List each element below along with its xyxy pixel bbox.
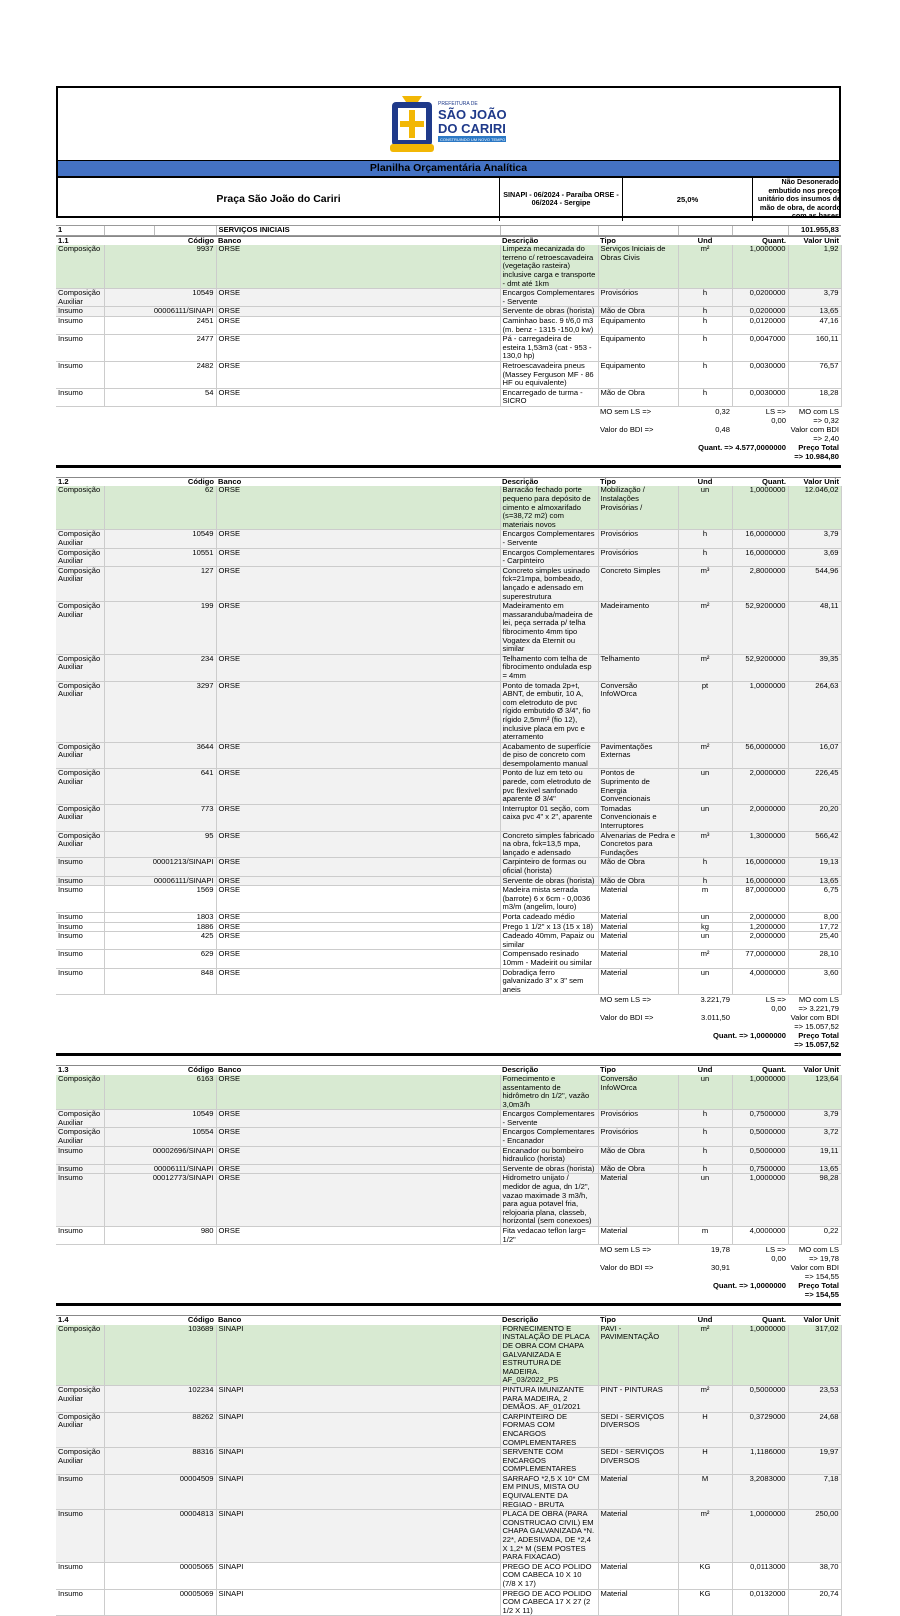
project-info: [56, 178, 841, 218]
table-row: Composição 9937 ORSE Limpeza mecanizada do terreno c/ retroescavadeira (vegetação rasteira) inclusive carga e transporte - dmt até 1km Serviços Iniciais de Obras Civis m² 1,0000000 1,92: [56, 245, 841, 288]
item-header-row: 1.2 Código Banco Descrição Tipo Und Quant. Valor Unit: [58, 477, 839, 486]
budget-sheet: [56, 86, 841, 1616]
table-row: Insumo 848 ORSE Dobradiça ferro galvanizado 3" x 3" sem aneis Material un 4,0000000 3,60: [56, 968, 841, 995]
table-row: Composição Auxiliar 88316 SINAPI SERVENTE COM ENCARGOS COMPLEMENTARES SEDI - SERVIÇOS DIVERSOS H 1,1186000 19,97: [56, 1448, 841, 1475]
table-row: Insumo 00006111/SINAPI ORSE Servente de obras (horista) Mão de Obra h 0,0200000 13,65: [56, 307, 841, 317]
item-header-row: 1.3 Código Banco Descrição Tipo Und Quant. Valor Unit: [58, 1065, 839, 1075]
table-row: Insumo 00002696/SINAPI ORSE Encanador ou bombeiro hidraulico (horista) Mão de Obra h 0,5000000 19,11: [56, 1146, 841, 1164]
table-row: Insumo 980 ORSE Fita vedacao teflon larg= 1/2" Material m 4,0000000 0,22: [56, 1227, 841, 1245]
table-row: Composição 62 ORSE Barracão fechado porte pequeno para depósito de cimento e almoxarifado (s=38,72 m2) com materiais novos Mobilização / Instalações Provisórias / un 1,0000000 12.046,02: [56, 486, 841, 529]
table-row: Composição Auxiliar 10554 ORSE Encargos Complementares - Encanador Provisórios h 0,5000000 3,72: [56, 1128, 841, 1146]
table-row: Composição Auxiliar 641 ORSE Ponto de luz em teto ou parede, com eletroduto de pvc flexível sanfonado aparente Ø 3/4" Pontos de Suprimento de Energia Convencionais un 2,0000000 226,45: [56, 769, 841, 804]
table-row: Composição Auxiliar 3644 ORSE Acabamento de superfície de piso de concreto com desempolamento manual Pavimentações Externas m² 56,0000000 16,07: [56, 742, 841, 769]
table-row: Composição Auxiliar 199 ORSE Madeiramento em massaranduba/madeira de lei, peça serrada p/ telha fibrocimento 4mm tipo Vogatex da Eternit ou similar Madeiramento m² 52,9200000 48,11: [56, 602, 841, 655]
table-row: Insumo 00006111/SINAPI ORSE Servente de obras (horista) Mão de Obra h 0,7500000 13,65: [56, 1164, 841, 1174]
table-row: Insumo 2477 ORSE Pá - carregadeira de esteira 1,53m3 (cat - 953 - 130,0 hp) Equipamento h 0,0047000 160,11: [56, 335, 841, 362]
table-row: Insumo 00005069 SINAPI PREGO DE ACO POLIDO COM CABECA 17 X 27 (2 1/2 X 11) Material KG 0,0132000 20,74: [56, 1589, 841, 1616]
budget-items: [56, 225, 841, 1616]
item-header-row: 1.1 Código Banco Descrição Tipo Und Quant. Valor Unit: [58, 236, 839, 245]
svg-text:SÃO JOÃO: SÃO JOÃO: [438, 107, 507, 122]
city-logo: [388, 92, 508, 154]
total-row: Quant. => 1,0000000 Preço Total => 15.057,52: [712, 1031, 839, 1050]
table-row: Composição Auxiliar 234 ORSE Telhamento com telha de fibrocimento ondulada esp = 4mm Telhamento m² 52,9200000 39,35: [56, 654, 841, 681]
table-row: Insumo 1569 ORSE Madeira mista serrada (barrote) 6 x 6cm - 0,0036 m3/m (angelim, louro) Material m 87,0000000 6,75: [56, 886, 841, 913]
item-table: [56, 477, 841, 1051]
labor-row: MO sem LS => 3.221,79 LS => 0,00 MO com LS => 3.221,79: [600, 995, 839, 1014]
bdi-row: Valor do BDI => 3.011,50 Valor com BDI => 15.057,52: [600, 1013, 839, 1032]
table-row: Composição Auxiliar 3297 ORSE Ponto de tomada 2p+t, ABNT, de embutir, 10 A, com eletroduto de pvc rígido embutido Ø 3/4", fio rígido 2,5mm² (fio 12), inclusive placa em pvc e aterramento Conversão InfoWOrca pt 1,0000000 264,63: [56, 681, 841, 742]
table-row: Composição 6163 ORSE Fornecimento e assentamento de hidrômetro dn 1/2", vazão 3,0m3/h Conversão InfoWOrca un 1,0000000 123,64: [56, 1075, 841, 1110]
labor-row: MO sem LS => 19,78 LS => 0,00 MO com LS => 19,78: [600, 1245, 839, 1264]
table-row: Insumo 00005065 SINAPI PREGO DE ACO POLIDO COM CABECA 10 X 10 (7/8 X 17) Material KG 0,0113000 38,70: [56, 1562, 841, 1589]
section-row: 1 SERVIÇOS INICIAIS 101.955,83: [58, 225, 839, 234]
project-name: Praça São João do Cariri: [216, 193, 341, 206]
svg-text:DO CARIRI: DO CARIRI: [438, 121, 506, 136]
price-bases: SINAPI - 06/2024 - Paraíba ORSE - 06/2024 - Sergipe: [499, 178, 622, 221]
table-row: Composição Auxiliar 10549 ORSE Encargos Complementares - Servente Provisórios h 0,7500000 3,79: [56, 1110, 841, 1128]
header-box: [56, 86, 841, 160]
table-row: Insumo 425 ORSE Cadeado 40mm, Papaiz ou similar Material un 2,0000000 25,40: [56, 932, 841, 950]
svg-text:CONSTRUINDO UM NOVO TEMPO: CONSTRUINDO UM NOVO TEMPO: [440, 137, 506, 142]
table-row: Composição Auxiliar 10549 ORSE Encargos Complementares - Servente Provisórios h 0,0200000 3,79: [56, 289, 841, 307]
table-row: Composição Auxiliar 10551 ORSE Encargos Complementares - Carpinteiro Provisórios h 16,0000000 3,69: [56, 548, 841, 566]
table-row: Insumo 00001213/SINAPI ORSE Carpinteiro de formas ou oficial (horista) Mão de Obra h 16,0000000 19,13: [56, 858, 841, 876]
table-row: Insumo 2451 ORSE Caminhao basc. 9 t/6,0 m3 (m. benz - 1315 -150,0 kw) Equipamento h 0,0120000 47,16: [56, 316, 841, 334]
table-row: Insumo 00012773/SINAPI ORSE Hidrometro unijato / medidor de agua, dn 1/2", vazao maximade 3 m3/h, para agua potavel fria, relojoaria plana, classeb, horizontal (sem conexoes) Material un 1,0000000 98,28: [56, 1174, 841, 1227]
table-row: Insumo 00006111/SINAPI ORSE Servente de obras (horista) Mão de Obra h 16,0000000 13,65: [56, 876, 841, 886]
table-row: Composição Auxiliar 127 ORSE Concreto simples usinado fck=21mpa, bombeado, lançado e adensado em superestrutura Concreto Simples m³ 2,8000000 544,96: [56, 566, 841, 601]
table-row: Composição Auxiliar 95 ORSE Concreto simples fabricado na obra, fck=13,5 mpa, lançado e adensado Alvenarias de Pedra e Concretos para Fundações m³ 1,3000000 566,42: [56, 831, 841, 858]
tax-note: Não Desonerado: embutido nos preços unitário dos insumos de mão de obra, de acordo com as bases.: [752, 178, 843, 221]
item-table: [56, 1315, 841, 1616]
table-row: Insumo 629 ORSE Compensado resinado 10mm - Madeirit ou similar Material m² 77,0000000 28,10: [56, 950, 841, 968]
table-row: Composição Auxiliar 88262 SINAPI CARPINTEIRO DE FORMAS COM ENCARGOS COMPLEMENTARES SEDI - SERVIÇOS DIVERSOS H 0,3729000 24,68: [56, 1412, 841, 1447]
sheet-title: Planilha Orçamentária Analítica: [56, 160, 841, 178]
table-row: Insumo 1803 ORSE Porta cadeado médio Material un 2,0000000 8,00: [56, 912, 841, 922]
item-divider: [56, 1053, 841, 1056]
svg-text:PREFEITURA DE: PREFEITURA DE: [438, 101, 478, 107]
total-row: Quant. => 4.577,0000000 Preço Total => 10.984,80: [698, 442, 839, 461]
item-divider: [56, 465, 841, 468]
table-row: Insumo 00004813 SINAPI PLACA DE OBRA (PARA CONSTRUCAO CIVIL) EM CHAPA GALVANIZADA *N. 22*, ADESIVADA, DE *2,4 X 1,2* M (SEM POSTES PARA FIXACAO) Material m² 1,0000000 250,00: [56, 1510, 841, 1563]
table-row: Composição Auxiliar 10549 ORSE Encargos Complementares - Servente Provisórios h 16,0000000 3,79: [56, 530, 841, 548]
table-row: Composição 103689 SINAPI FORNECIMENTO E INSTALAÇÃO DE PLACA DE OBRA COM CHAPA GALVANIZADA E ESTRUTURA DE MADEIRA. AF_03/2022_PS PAVI - PAVIMENTAÇÃO m² 1,0000000 317,02: [56, 1325, 841, 1386]
table-row: Insumo 00004509 SINAPI SARRAFO *2,5 X 10* CM EM PINUS, MISTA OU EQUIVALENTE DA REGIAO - BRUTA Material M 3,2083000 7,18: [56, 1474, 841, 1509]
total-row: Quant. => 1,0000000 Preço Total => 154,55: [712, 1281, 839, 1300]
item-header-row: 1.4 Código Banco Descrição Tipo Und Quant. Valor Unit: [58, 1315, 839, 1325]
bdi-row: Valor do BDI => 0,48 Valor com BDI => 2,40: [600, 424, 839, 443]
table-row: Insumo 1886 ORSE Prego 1 1/2" x 13 (15 x 18) Material kg 1,2000000 17,72: [56, 922, 841, 932]
table-row: Composição Auxiliar 102234 SINAPI PINTURA IMUNIZANTE PARA MADEIRA, 2 DEMÃOS. AF_01/2021 PINT - PINTURAS m² 0,5000000 23,53: [56, 1385, 841, 1412]
item-table: [56, 236, 841, 463]
bdi-rate: 25,0%: [622, 178, 752, 221]
table-row: Composição Auxiliar 773 ORSE Interruptor 01 seção, com caixa pvc 4" x 2", aparente Tomadas Convencionais e Interruptores un 2,0000000 20,20: [56, 804, 841, 831]
bdi-row: Valor do BDI => 30,91 Valor com BDI => 154,55: [600, 1263, 839, 1282]
item-table: [56, 1065, 841, 1301]
labor-row: MO sem LS => 0,32 LS => 0,00 MO com LS => 0,32: [600, 406, 839, 425]
table-row: Insumo 2482 ORSE Retroescavadeira pneus (Massey Ferguson MF - 86 HF ou equivalente) Equipamento h 0,0030000 76,57: [56, 361, 841, 388]
table-row: Insumo 54 ORSE Encarregado de turma - SICRO Mão de Obra h 0,0030000 18,28: [56, 388, 841, 406]
item-divider: [56, 1303, 841, 1306]
